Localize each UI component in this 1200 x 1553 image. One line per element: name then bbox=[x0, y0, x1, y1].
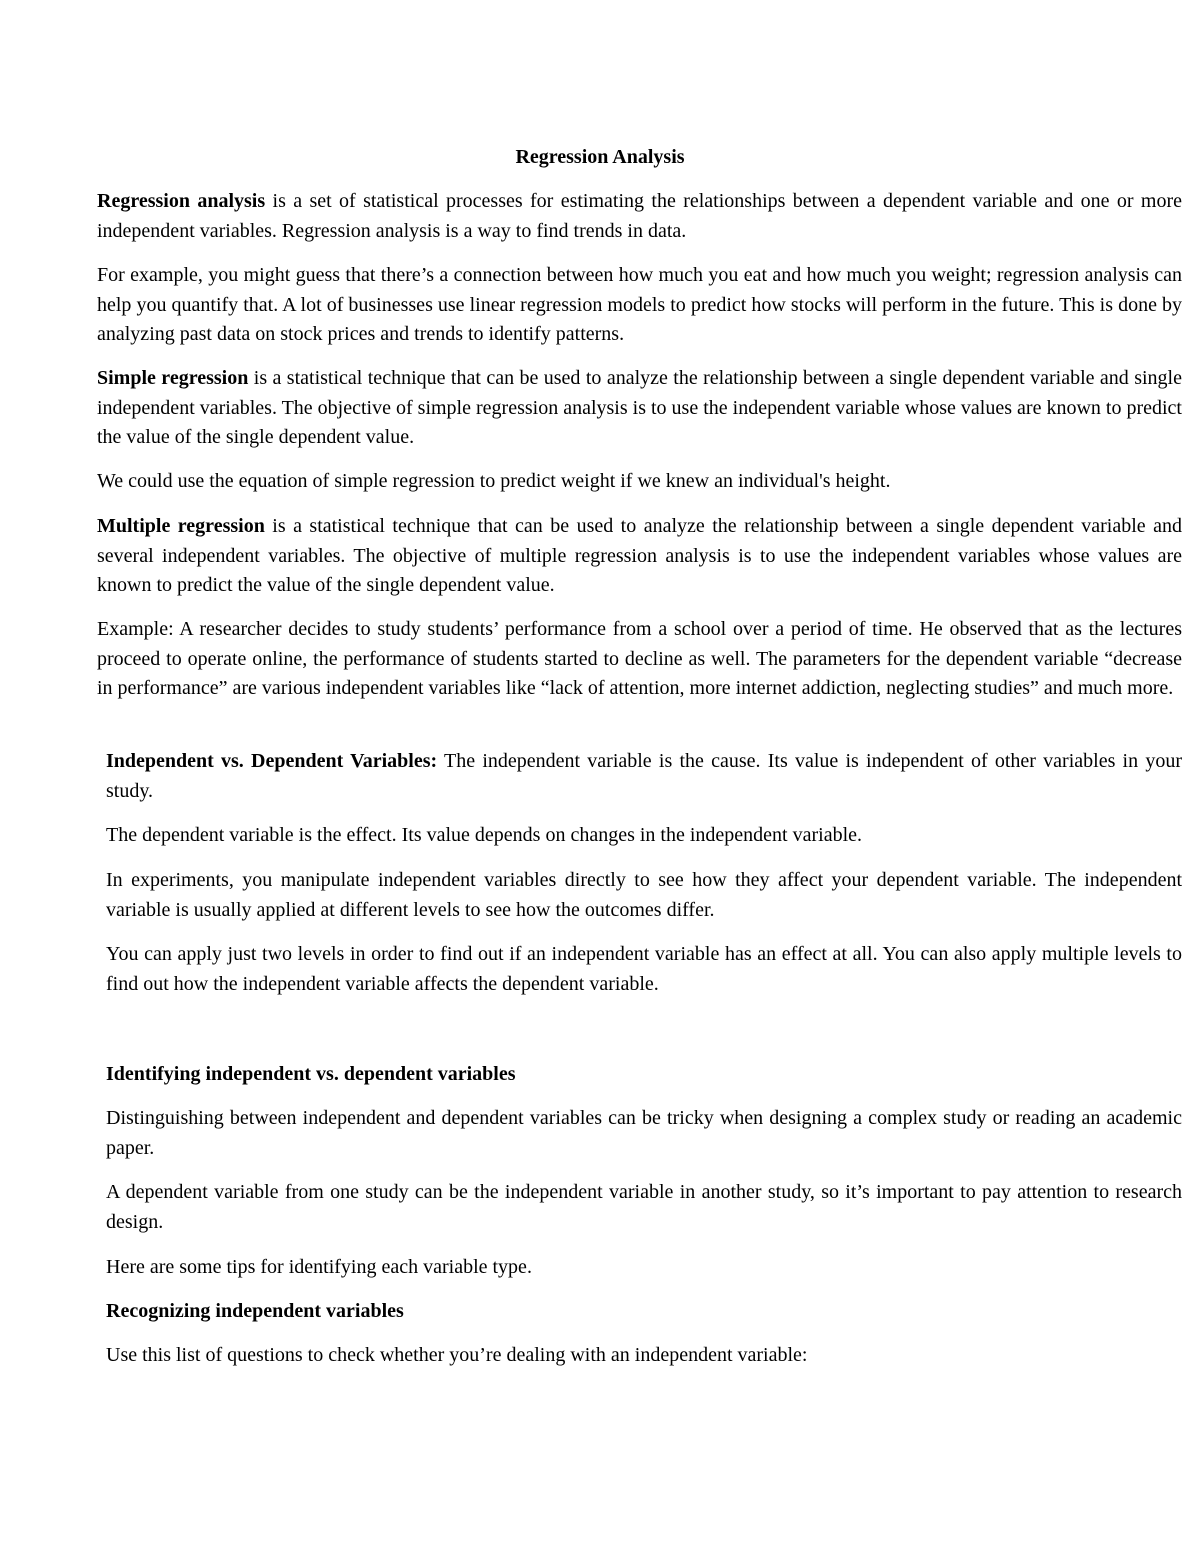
term-multiple-regression: Multiple regression bbox=[97, 515, 265, 537]
term-independent-vs-dependent: Independent vs. Dependent Variables: bbox=[106, 750, 438, 772]
paragraph-text: is a statistical technique that can be used to analyze the relationship between a single dependent variable and several independent variables. The objective of multiple regression analysis is to use the independent variables whose values are known to predict the value of the single dependent value. bbox=[97, 515, 1182, 596]
paragraph-text: is a statistical technique that can be used to analyze the relationship between a single dependent variable and single independent variables. The objective of simple regression analysis is to use the independent variable whose values are known to predict the value of the single dependent value. bbox=[97, 367, 1182, 448]
paragraph-multiple-regression bbox=[97, 512, 1182, 601]
term-simple-regression: Simple regression bbox=[97, 367, 249, 389]
paragraph-researcher-example: Example: A researcher decides to study students’ performance from a school over a period of time. He observed that as the lectures proceed to operate online, the performance of students started to decline as well. The parameters for the dependent variable “decrease in performance” are various independent variables like “lack of attention, more internet addiction, neglecting studies” and much more. bbox=[97, 618, 1182, 699]
term-regression-analysis: Regression analysis bbox=[97, 190, 266, 212]
paragraph-dependent-effect: The dependent variable is the effect. Its value depends on changes in the independent variable. bbox=[106, 824, 863, 846]
paragraph-height-example: We could use the equation of simple regression to predict weight if we knew an individual's height. bbox=[97, 470, 891, 492]
heading-identifying-variables: Identifying independent vs. dependent variables bbox=[106, 1063, 516, 1085]
paragraph-tips: Here are some tips for identifying each variable type. bbox=[106, 1256, 532, 1278]
paragraph-distinguishing: Distinguishing between independent and dependent variables can be tricky when designing a complex study or reading an academic paper. bbox=[106, 1107, 1182, 1159]
paragraph-example-weight: For example, you might guess that there’s a connection between how much you eat and how much you weight; regression analysis can help you quantify that. A lot of businesses use linear regression models to predict how stocks will perform in the future. This is done by analyzing past data on stock prices and trends to identify patterns. bbox=[97, 264, 1182, 345]
paragraph-experiments: In experiments, you manipulate independent variables directly to see how they affect your dependent variable. The independent variable is usually applied at different levels to see how the outcomes differ. bbox=[106, 869, 1182, 921]
page-title: Regression Analysis bbox=[515, 146, 685, 168]
paragraph-simple-regression bbox=[97, 364, 1182, 453]
heading-recognizing-independent: Recognizing independent variables bbox=[106, 1300, 404, 1322]
paragraph-questions-list: Use this list of questions to check whether you’re dealing with an independent variable: bbox=[106, 1344, 808, 1366]
paragraph-text: is a set of statistical processes for estimating the relationships between a dependent variable and one or more independent variables. Regression analysis is a way to find trends in data. bbox=[97, 190, 1182, 242]
paragraph-text: The independent variable is the cause. Its value is independent of other variables in your study. bbox=[106, 750, 1182, 802]
paragraph-regression-analysis bbox=[97, 187, 1182, 246]
paragraph-independent-vs-dependent bbox=[106, 747, 1182, 806]
paragraph-research-design: A dependent variable from one study can be the independent variable in another study, so it’s important to pay attention to research design. bbox=[106, 1181, 1182, 1233]
paragraph-levels: You can apply just two levels in order to find out if an independent variable has an effect at all. You can also apply multiple levels to find out how the independent variable affects the dependent variable. bbox=[106, 943, 1182, 995]
